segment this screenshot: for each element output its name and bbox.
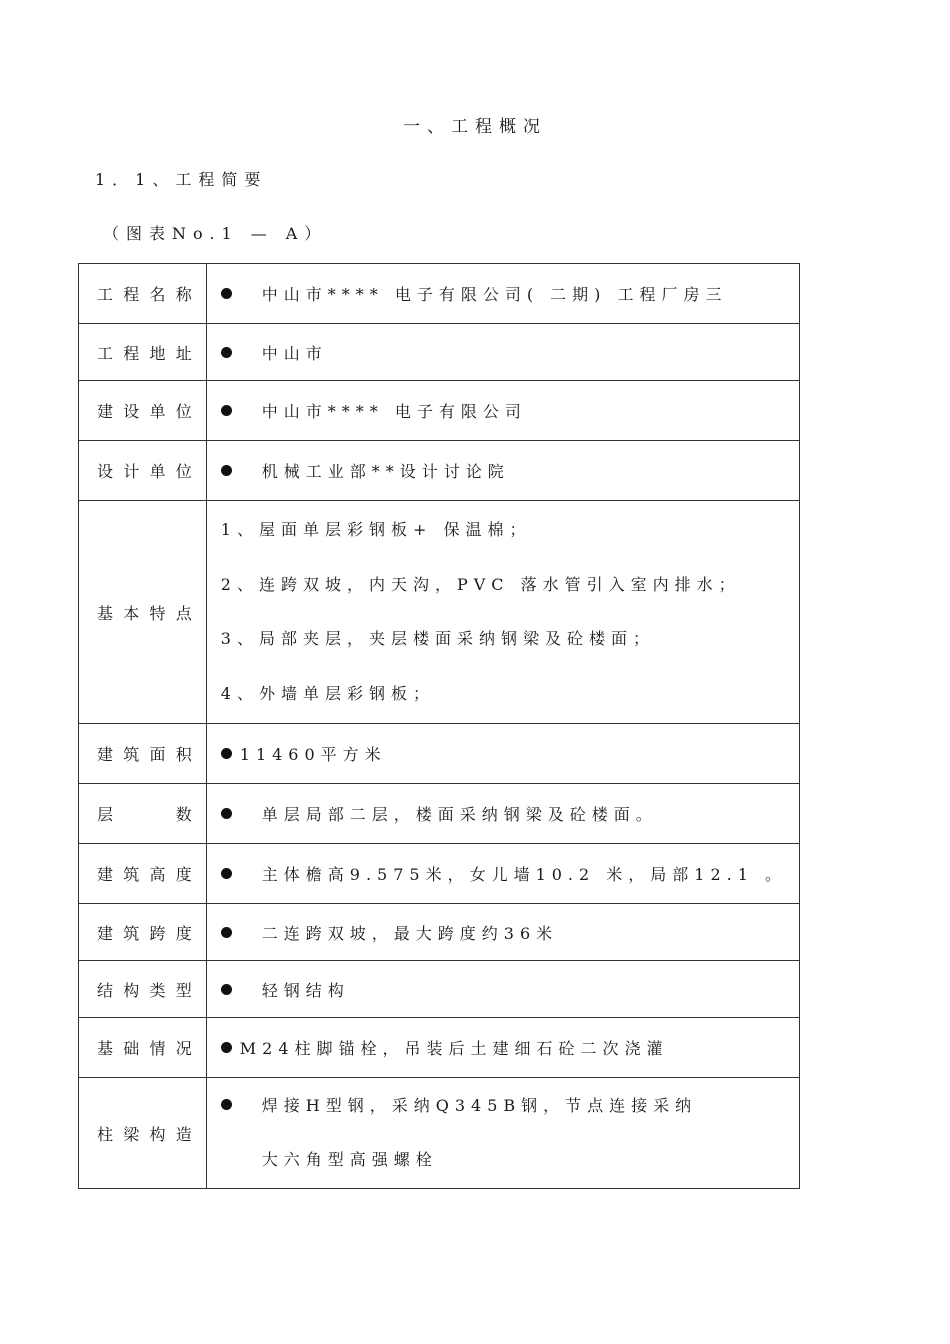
value-text: 轻钢结构: [261, 980, 350, 1000]
row-label: 建 筑 面 积: [79, 724, 207, 784]
table-row: [79, 1018, 800, 1078]
bullet-icon: [221, 405, 232, 416]
value-text: 11460平方米: [239, 745, 387, 764]
row-label: 设 计 单 位: [79, 441, 207, 501]
project-overview-table: [78, 263, 800, 1189]
row-label: 工 程 地 址: [79, 324, 207, 381]
value-text: 中山市**** 电子有限公司: [261, 402, 527, 421]
table-row: [79, 441, 800, 501]
bullet-icon: [221, 465, 232, 476]
row-value: [206, 1078, 799, 1189]
feature-line: 1、屋面单层彩钢板+ 保温棉；: [220, 520, 532, 539]
table-row: [79, 844, 800, 904]
table-row: [79, 784, 800, 844]
feature-line: 2、连跨双坡，内天沟，PVC 落水管引入室内排水；: [220, 574, 741, 594]
bullet-icon: [221, 347, 232, 358]
row-value: [206, 381, 799, 441]
row-value: [206, 961, 799, 1018]
value-text: 中山市: [261, 343, 328, 363]
value-text: 单层局部二层，楼面采纳钢梁及砼楼面。: [261, 805, 658, 824]
row-value: [206, 501, 799, 724]
value-text: 二连跨双坡，最大跨度约36米: [261, 923, 559, 943]
row-label: 工 程 名 称: [79, 264, 207, 324]
bullet-icon: [221, 927, 232, 938]
table-row: [79, 961, 800, 1018]
row-label: 建 筑 高 度: [79, 844, 207, 904]
row-value: [206, 904, 799, 961]
value-text: 中山市**** 电子有限公司( 二期) 工程厂房三: [261, 285, 728, 304]
row-value: [206, 324, 799, 381]
section-heading: 1．1、工程简要: [95, 170, 268, 189]
value-line: 大六角型高强螺栓: [261, 1150, 438, 1169]
row-label: 建 设 单 位: [79, 381, 207, 441]
value-text: M24柱脚锚栓，吊装后土建细石砼二次浇灌: [239, 1039, 669, 1058]
feature-line: 4、外墙单层彩钢板；: [220, 683, 435, 703]
row-value: [206, 1018, 799, 1078]
row-value: [206, 441, 799, 501]
row-label: 柱 梁 构 造: [79, 1078, 207, 1189]
row-value: [206, 844, 799, 904]
page-title: 一、工程概况: [403, 117, 547, 137]
row-value: [206, 784, 799, 844]
row-label: 结 构 类 型: [79, 961, 207, 1018]
table-row: [79, 724, 800, 784]
row-label: 基 本 特 点: [79, 501, 207, 724]
bullet-icon: [221, 288, 232, 299]
bullet-icon: [221, 984, 232, 995]
table-row: [79, 324, 800, 381]
value-line: 焊接H型钢，采纳Q345B钢，节点连接采纳: [221, 1079, 787, 1134]
value-text: 机械工业部**设计讨论院: [261, 462, 510, 481]
row-value: [206, 264, 799, 324]
row-label: 层 数: [79, 784, 207, 844]
bullet-icon: [221, 868, 232, 879]
row-value: [206, 724, 799, 784]
value-text: 主体檐高9.575米，女儿墙10.2 米，局部12.1 。: [261, 865, 787, 884]
bullet-icon: [221, 1042, 232, 1053]
feature-line: 3、局部夹层，夹层楼面采纳钢梁及砼楼面；: [220, 629, 655, 648]
table-caption: （图表No.1 — A）: [103, 224, 328, 243]
table-row: [79, 264, 800, 324]
table-row: [79, 501, 800, 724]
row-label: 基 础 情 况: [79, 1018, 207, 1078]
bullet-icon: [221, 1099, 232, 1110]
row-label: 建 筑 跨 度: [79, 904, 207, 961]
bullet-icon: [221, 748, 232, 759]
bullet-icon: [221, 808, 232, 819]
table-row: [79, 904, 800, 961]
table-row: [79, 1078, 800, 1189]
table-row: [79, 381, 800, 441]
